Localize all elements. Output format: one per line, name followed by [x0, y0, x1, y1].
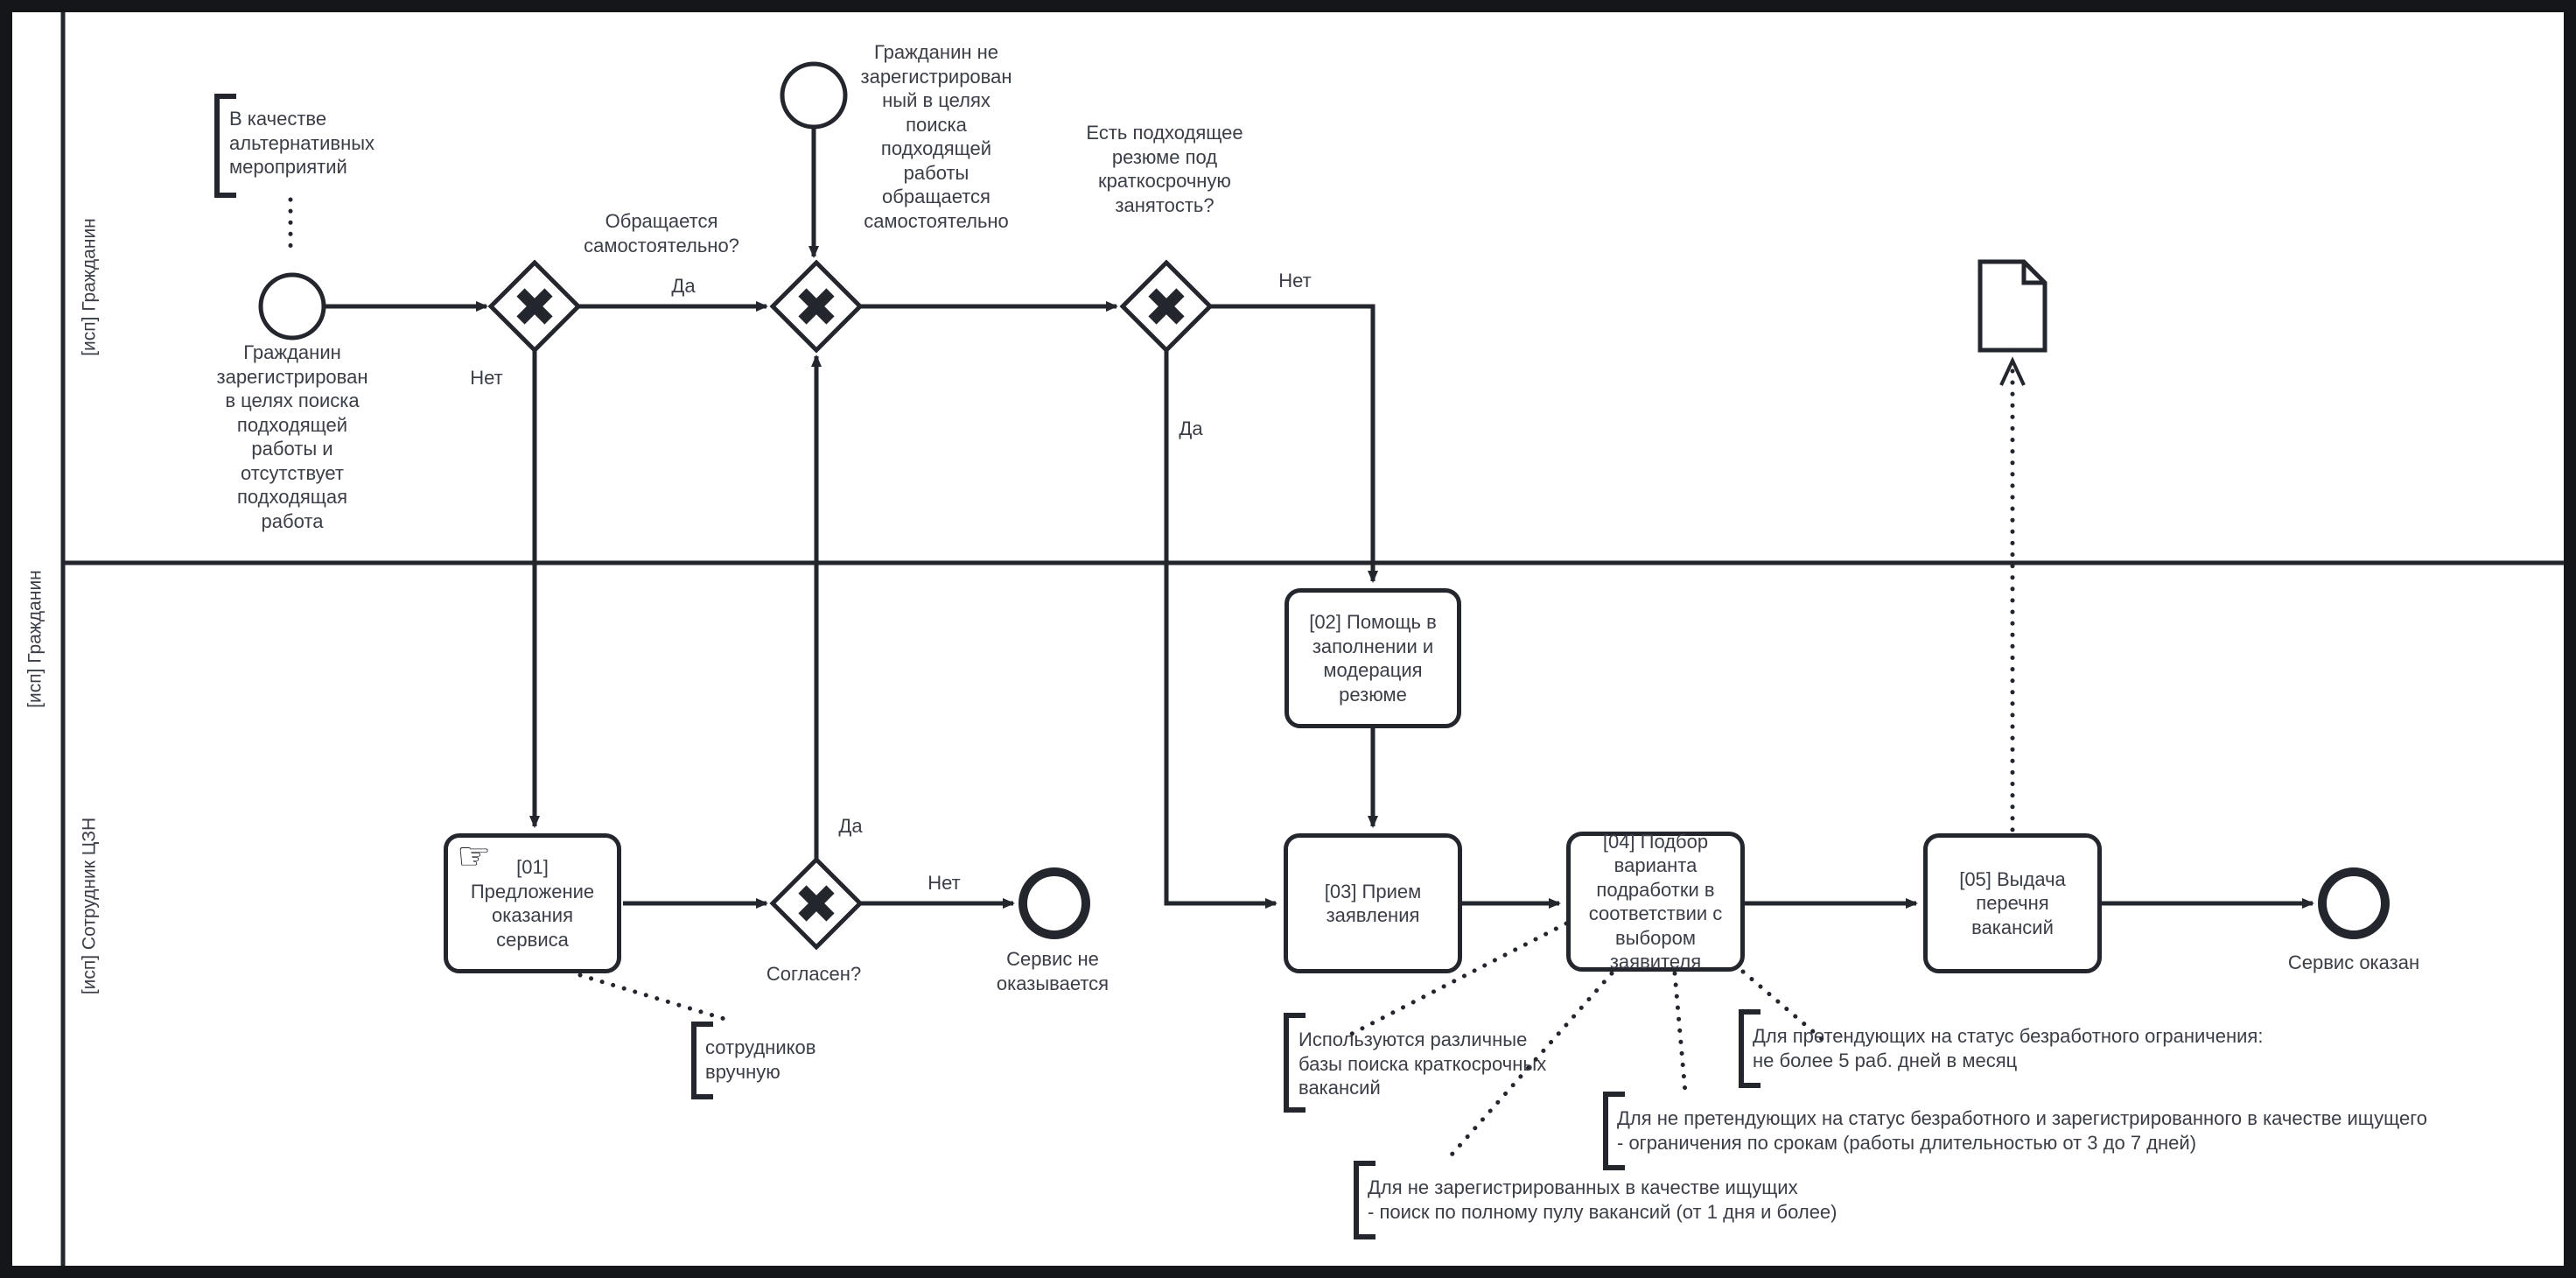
end-event-provided[interactable]	[2322, 872, 2385, 935]
task-03-label: [03] Прием заявления	[1324, 880, 1422, 926]
lane-label-citizen: [исп] Гражданин	[79, 218, 100, 356]
task-01-offer-service[interactable]	[444, 833, 621, 973]
pool-label: [исп] Гражданин	[24, 570, 46, 708]
start-event-not-registered[interactable]	[782, 64, 845, 127]
end2-label: Сервис оказан	[2287, 951, 2420, 973]
gateway3-no-label: Нет	[1278, 270, 1312, 291]
gateway3-question-label: Есть подходящее резюме под краткосрочную занятость?	[1086, 122, 1243, 216]
annotation-unemployed: Для претендующих на статус безработного ограничения: не более 5 раб. дней в месяц	[1753, 1025, 2264, 1071]
flow-g3-no-to-task02	[1210, 306, 1373, 581]
end-event-not-provided[interactable]	[1023, 872, 1086, 935]
end1-label: Сервис не оказывается	[996, 948, 1110, 994]
gateway1-no-label: Нет	[470, 367, 503, 389]
assoc-task04-to-not-applying-note	[1675, 973, 1685, 1092]
gateway4-question-label: Согласен?	[766, 963, 862, 985]
task-02-resume-help[interactable]	[1284, 588, 1461, 728]
gateway4-no-label: Нет	[928, 872, 961, 894]
annotation-manual: сотрудников вручную	[705, 1036, 816, 1083]
gateway1-yes-label: Да	[671, 275, 696, 297]
annotation-not-applying: Для не претендующих на статус безработного и зарегистрированного в качестве ищущего - ограничения по срокам (работы длительностью от 3 до 7 дней)	[1617, 1107, 2427, 1154]
gateway3-yes-label: Да	[1179, 418, 1203, 439]
task-04-label: [04] Подбор варианта подработки в соответствии с выбором заявителя	[1588, 830, 1723, 973]
start1-label: Гражданин зарегистрирован в целях поиска подходящей работы и отсутствует подходящая работа	[216, 341, 368, 532]
gateway4-yes-label: Да	[838, 815, 863, 837]
task-02-label: [02] Помощь в заполнении и модерация резюме	[1309, 611, 1437, 706]
gateway1-question-label: Обращается самостоятельно?	[584, 210, 739, 256]
annotation-bases: Используются различные базы поиска краткосрочных вакансий	[1298, 1029, 1547, 1099]
assoc-task01-to-manual-note	[580, 975, 733, 1022]
document-icon[interactable]	[1980, 262, 2045, 350]
lane-label-czn-employee: [исп] Сотрудник ЦЗН	[79, 817, 100, 995]
task-03-accept-application[interactable]	[1284, 833, 1462, 973]
task-04-select-job-option[interactable]	[1566, 832, 1745, 972]
task-05-issue-vacancy-list[interactable]	[1923, 833, 2102, 973]
manual-task-hand-icon: ☞	[457, 834, 492, 879]
annotation-alternative: В качестве альтернативных мероприятий	[229, 108, 375, 178]
task-05-label: [05] Выдача перечня вакансий	[1959, 867, 2066, 938]
start2-label: Гражданин не зарегистрирован ный в целях поиска подходящей работы обращается самостоятельно	[860, 41, 1012, 232]
task-01-label: [01] Предложение оказания сервиса	[470, 856, 595, 951]
start-event-registered[interactable]	[261, 275, 324, 338]
annotation-not-registered: Для не зарегистрированных в качестве ищущих - поиск по полному пулу вакансий (от 1 дня и более)	[1368, 1176, 1838, 1223]
